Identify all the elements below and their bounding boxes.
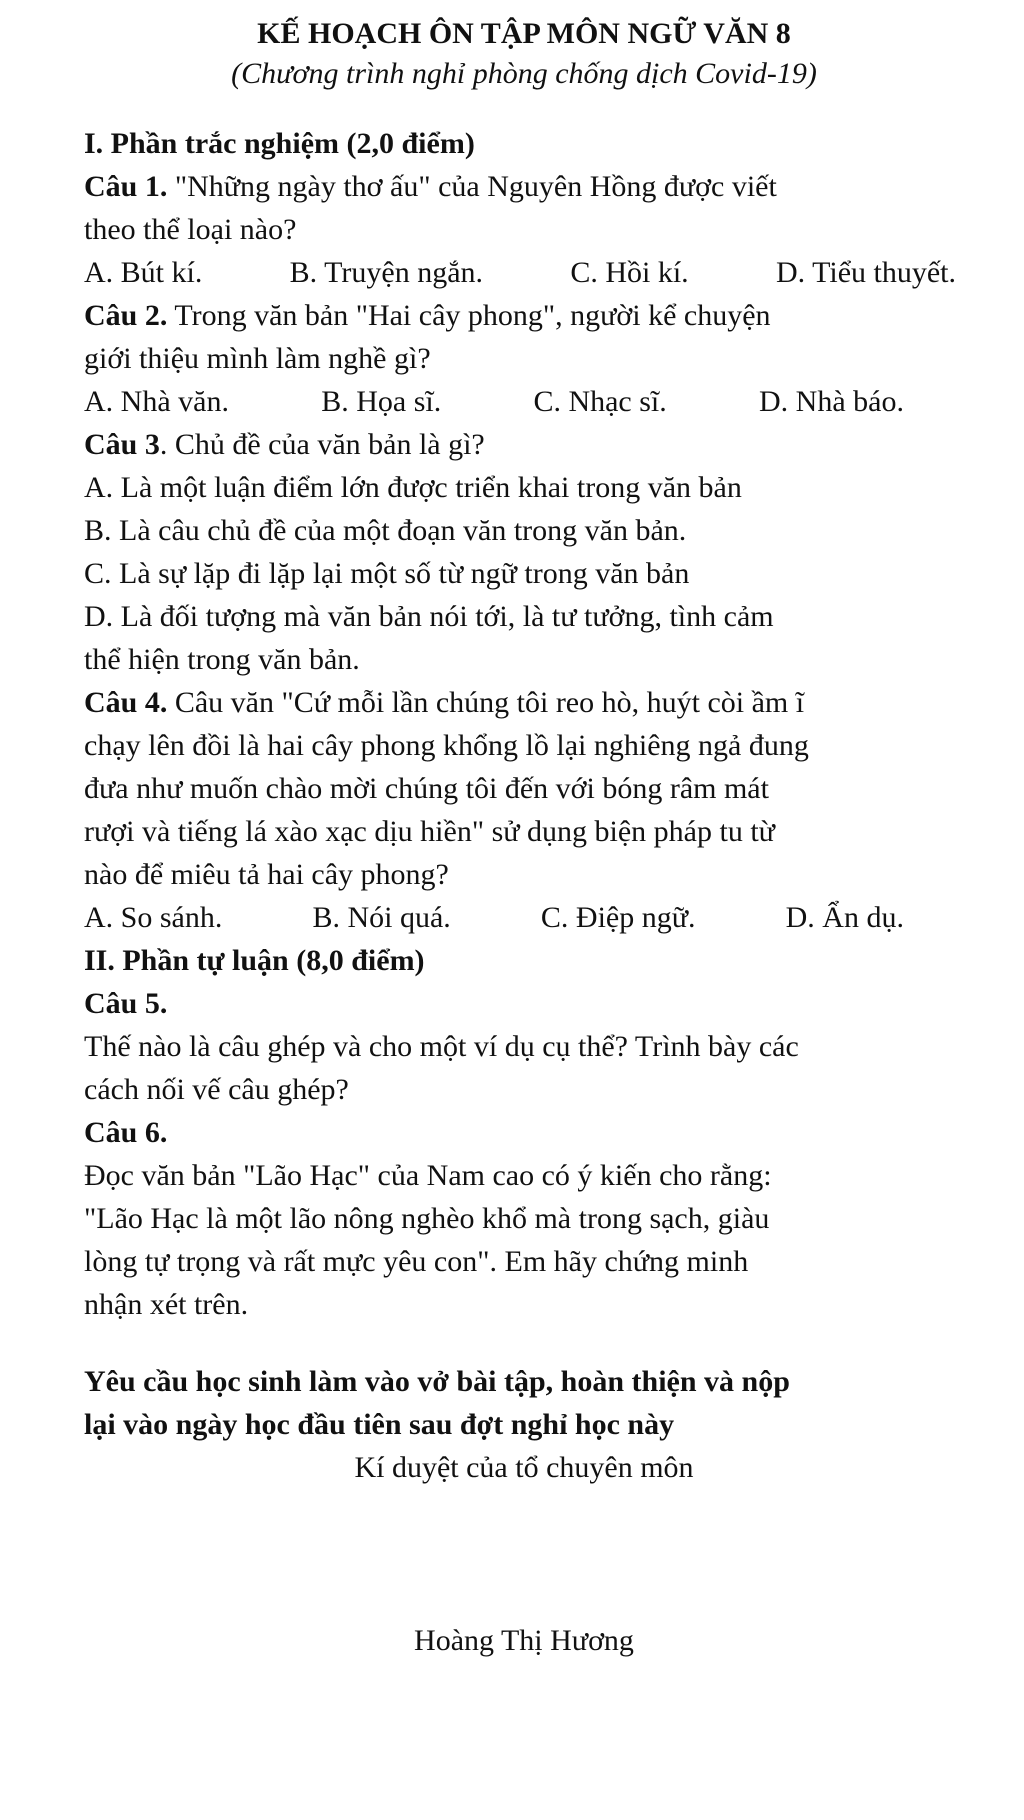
q3-option-d-line1: D. Là đối tượng mà văn bản nói tới, là tư tưởng, tình cảm (84, 600, 774, 633)
q2-options (84, 380, 964, 423)
q1-line1 (84, 165, 964, 208)
q6-line4: nhận xét trên. (84, 1288, 249, 1321)
q2-option-a: A. Nhà văn. (84, 385, 229, 418)
document-title: KẾ HOẠCH ÔN TẬP MÔN NGỮ VĂN 8 (257, 17, 791, 50)
q3-option-d-line2: thể hiện trong văn bản. (84, 643, 360, 676)
q4-line3: đưa như muốn chào mời chúng tôi đến với bóng râm mát (84, 772, 769, 805)
q5-line1: Thế nào là câu ghép và cho một ví dụ cụ thể? Trình bày các (84, 1030, 799, 1063)
q1-label: Câu 1. (84, 170, 168, 203)
approval-label: Kí duyệt của tổ chuyên môn (354, 1451, 694, 1484)
q4-option-c: C. Điệp ngữ. (540, 901, 696, 934)
document-subtitle: (Chương trình nghỉ phòng chống dịch Covid-19) (231, 57, 817, 90)
q1-line2: theo thể loại nào? (84, 213, 297, 246)
q2-option-d: D. Nhà báo. (759, 385, 904, 418)
part1-heading: I. Phần trắc nghiệm (2,0 điểm) (84, 127, 475, 160)
q4-line5: nào để miêu tả hai cây phong? (84, 858, 449, 891)
q4-line2: chạy lên đồi là hai cây phong khổng lồ lại nghiêng ngả đung (84, 729, 809, 762)
q1-option-c: C. Hồi kí. (570, 256, 689, 289)
q3-line1 (84, 423, 964, 466)
q1-option-a: A. Bút kí. (84, 256, 203, 289)
q2-line2: giới thiệu mình làm nghề gì? (84, 342, 431, 375)
q3-option-a: A. Là một luận điểm lớn được triển khai trong văn bản (84, 471, 742, 504)
q4-line1 (84, 681, 964, 724)
signer-name: Hoàng Thị Hương (414, 1624, 634, 1657)
q6-line3: lòng tự trọng và rất mực yêu con". Em hãy chứng minh (84, 1245, 749, 1278)
q5-label: Câu 5. (84, 987, 168, 1020)
q1-option-b: B. Truyện ngắn. (289, 256, 484, 289)
q6-line1: Đọc văn bản "Lão Hạc" của Nam cao có ý kiến cho rằng: (84, 1159, 772, 1192)
q5-line2: cách nối vế câu ghép? (84, 1073, 349, 1106)
q6-label: Câu 6. (84, 1116, 168, 1149)
q3-label: Câu 3 (84, 428, 160, 461)
spacer (84, 1326, 964, 1360)
q4-options (84, 896, 964, 939)
q4-option-b: B. Nói quá. (312, 901, 451, 934)
q2-label: Câu 2. (84, 299, 168, 332)
request-line2: lại vào ngày học đầu tiên sau đợt nghỉ học này (84, 1408, 675, 1441)
q3-option-b: B. Là câu chủ đề của một đoạn văn trong văn bản. (84, 514, 687, 547)
q3-option-c: C. Là sự lặp đi lặp lại một số từ ngữ trong văn bản (84, 557, 690, 590)
q2-text1: Trong văn bản "Hai cây phong", người kể chuyện (167, 299, 771, 332)
q1-option-d: D. Tiểu thuyết. (775, 256, 956, 289)
part2-heading: II. Phần tự luận (8,0 điểm) (84, 944, 425, 977)
q4-option-d: D. Ẩn dụ. (785, 901, 904, 934)
request-line1: Yêu cầu học sinh làm vào vở bài tập, hoàn thiện và nộp (84, 1365, 790, 1398)
q2-line1 (84, 294, 964, 337)
q2-option-c: C. Nhạc sĩ. (533, 385, 667, 418)
q1-text1: "Những ngày thơ ấu" của Nguyên Hồng được viết (167, 170, 777, 203)
q6-line2: "Lão Hạc là một lão nông nghèo khổ mà trong sạch, giàu (84, 1202, 770, 1235)
q4-text1: Câu văn "Cứ mỗi lần chúng tôi reo hò, huýt còi ầm ĩ (167, 686, 805, 719)
q3-text1: . Chủ đề của văn bản là gì? (159, 428, 485, 461)
q4-line4: rượi và tiếng lá xào xạc dịu hiền" sử dụng biện pháp tu từ (84, 815, 775, 848)
q4-option-a: A. So sánh. (84, 901, 223, 934)
q4-label: Câu 4. (84, 686, 168, 719)
q1-options (84, 251, 964, 294)
q2-option-b: B. Họa sĩ. (321, 385, 442, 418)
